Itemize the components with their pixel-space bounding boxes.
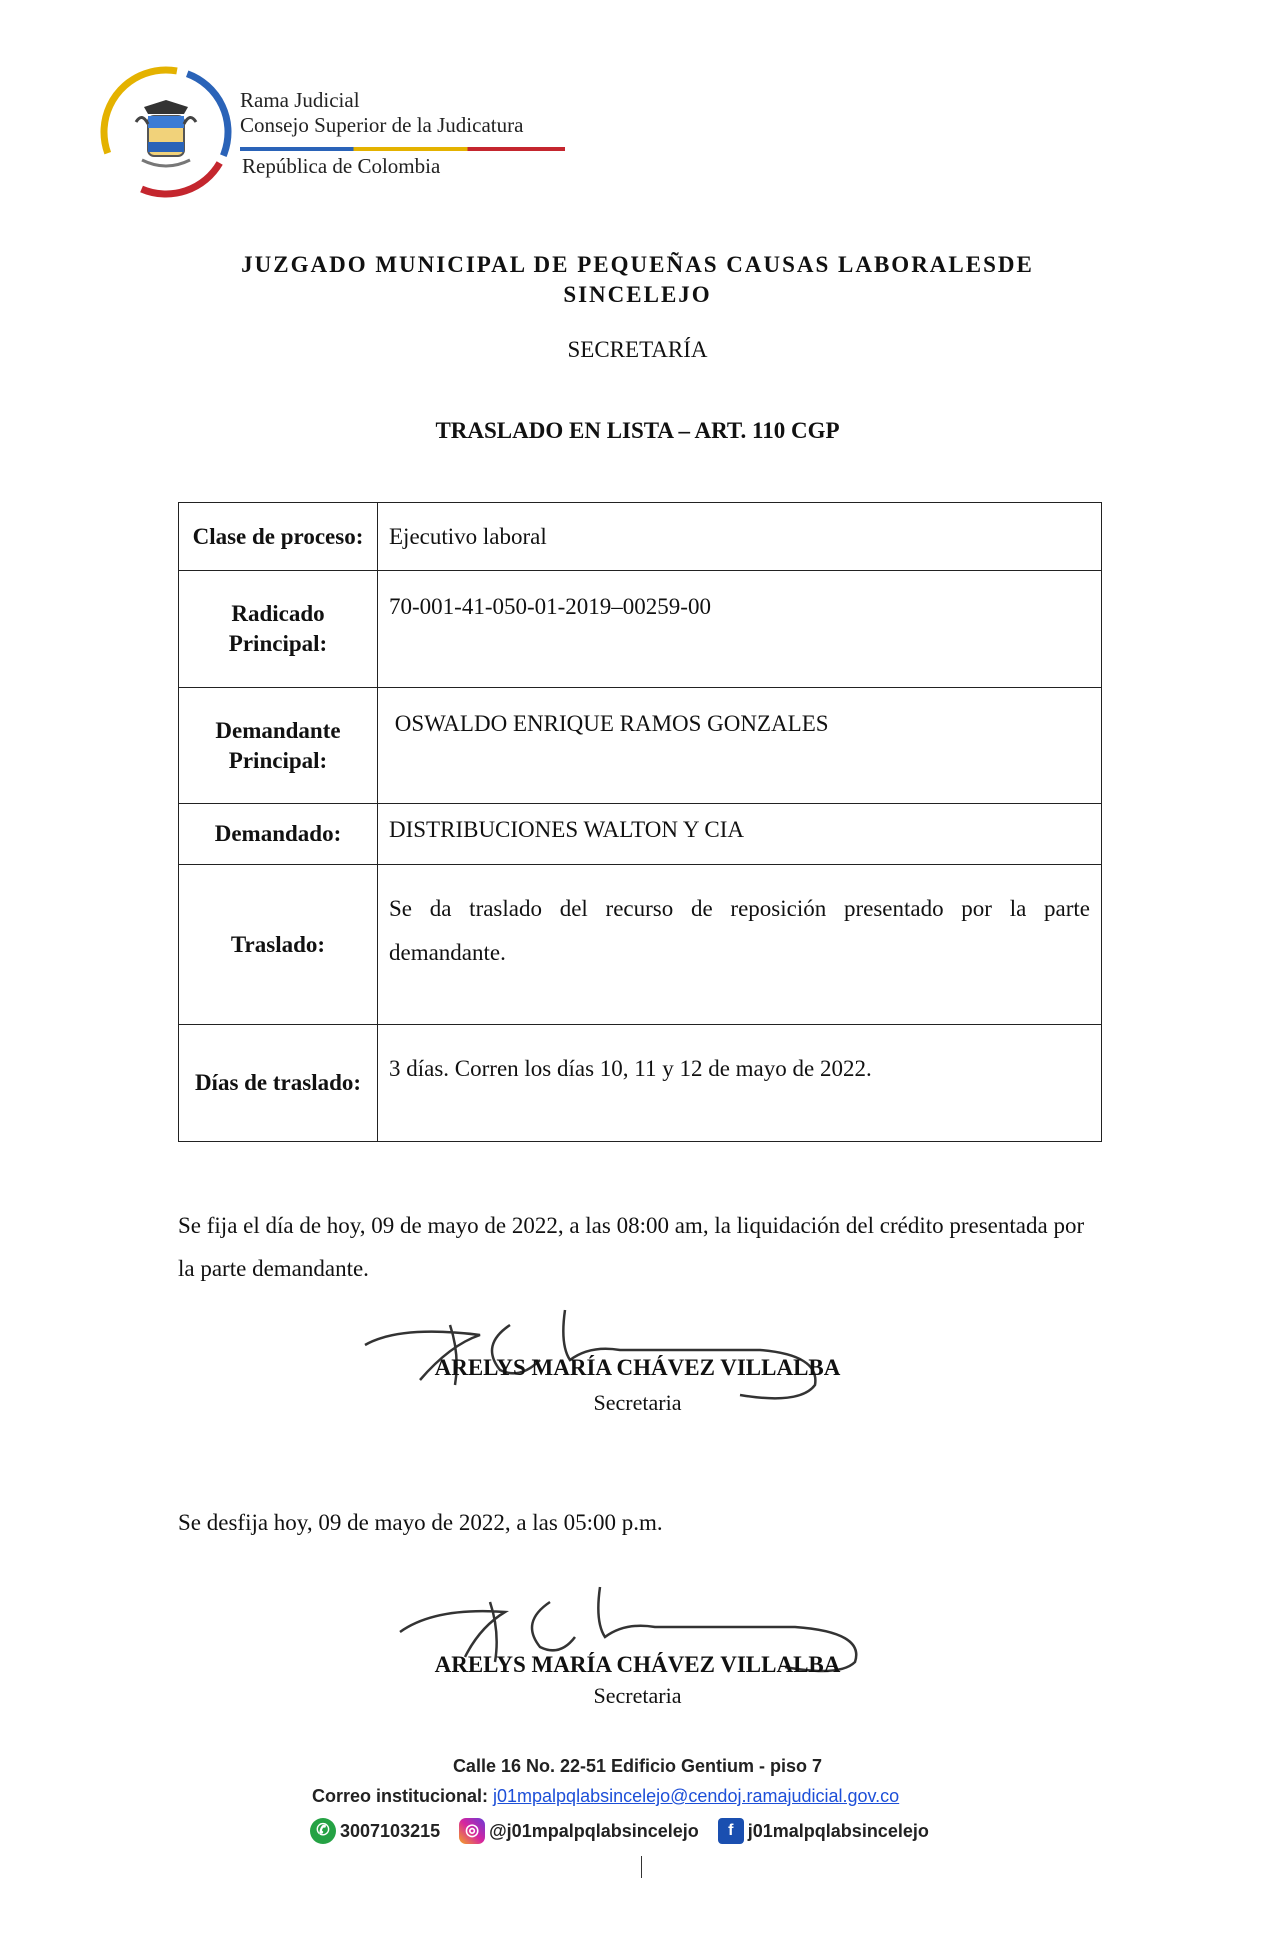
facebook-icon: f bbox=[718, 1818, 744, 1844]
secretaria-heading: SECRETARÍA bbox=[567, 337, 708, 362]
traslado-heading: TRASLADO EN LISTA – ART. 110 CGP bbox=[435, 418, 840, 443]
label-dias-traslado: Días de traslado: bbox=[179, 1025, 378, 1142]
whatsapp-icon: ✆ bbox=[310, 1818, 336, 1844]
value-clase-proceso: Ejecutivo laboral bbox=[378, 503, 1102, 571]
signer-role-1: Secretaria bbox=[593, 1390, 682, 1415]
fija-paragraph: Se fija el día de hoy, 09 de mayo de 2022, a las 08:00 am, la liquidación del crédito presentada por la parte demandante. bbox=[178, 1213, 1085, 1281]
court-title-line1: JUZGADO MUNICIPAL DE PEQUEÑAS CAUSAS LABORALESDE bbox=[241, 252, 1034, 277]
logo-color-rule bbox=[240, 147, 565, 151]
table-row-demandante bbox=[179, 688, 1102, 804]
table-row-dias bbox=[179, 1025, 1102, 1142]
value-traslado: Se da traslado del recurso de reposición presentado por la parte demandante. bbox=[378, 865, 1102, 1025]
text-cursor bbox=[641, 1856, 642, 1878]
rama-judicial-seal-logo bbox=[96, 62, 236, 202]
footer-email-line bbox=[312, 1786, 899, 1807]
table-row-demandado bbox=[179, 804, 1102, 865]
logo-line-republica: República de Colombia bbox=[242, 154, 441, 178]
table-row-radicado bbox=[179, 571, 1102, 688]
footer-social-line bbox=[310, 1818, 943, 1844]
footer-address: Calle 16 No. 22-51 Edificio Gentium - piso 7 bbox=[452, 1756, 823, 1776]
signer-role-2: Secretaria bbox=[593, 1683, 682, 1708]
logo-line-consejo: Consejo Superior de la Judicatura bbox=[240, 113, 524, 137]
logo-line-rama-judicial: Rama Judicial bbox=[240, 88, 360, 112]
traslado-info-table bbox=[178, 502, 1102, 1142]
value-dias-traslado: 3 días. Corren los días 10, 11 y 12 de mayo de 2022. bbox=[378, 1025, 1102, 1142]
value-demandado: DISTRIBUCIONES WALTON Y CIA bbox=[378, 804, 1102, 865]
signer-name-2: ARELYS MARÍA CHÁVEZ VILLALBA bbox=[434, 1652, 841, 1677]
label-radicado: Radicado Principal: bbox=[179, 571, 378, 688]
footer-email-label: Correo institucional: bbox=[312, 1786, 494, 1806]
table-row-clase bbox=[179, 503, 1102, 571]
instagram-icon: ◎ bbox=[459, 1818, 485, 1844]
footer-email-link[interactable]: j01mpalpqlabsincelejo@cendoj.ramajudicial.gov.co bbox=[493, 1786, 900, 1806]
value-radicado: 70-001-41-050-01-2019–00259-00 bbox=[378, 571, 1102, 688]
table-row-traslado bbox=[179, 865, 1102, 1025]
label-clase-proceso: Clase de proceso: bbox=[179, 503, 378, 571]
desfija-paragraph: Se desfija hoy, 09 de mayo de 2022, a las 05:00 p.m. bbox=[178, 1510, 663, 1535]
court-title-line2: SINCELEJO bbox=[563, 282, 712, 307]
footer-instagram[interactable]: @j01mpalpqlabsincelejo bbox=[489, 1820, 699, 1841]
label-demandante: Demandante Principal: bbox=[179, 688, 378, 804]
court-title bbox=[0, 250, 1275, 310]
label-traslado: Traslado: bbox=[179, 865, 378, 1025]
logo-text bbox=[240, 88, 523, 138]
footer-phone: 3007103215 bbox=[340, 1820, 441, 1841]
footer-facebook[interactable]: j01malpqlabsincelejo bbox=[747, 1820, 929, 1841]
signer-name-1: ARELYS MARÍA CHÁVEZ VILLALBA bbox=[434, 1355, 841, 1380]
label-demandado: Demandado: bbox=[179, 804, 378, 865]
value-demandante: OSWALDO ENRIQUE RAMOS GONZALES bbox=[378, 688, 1102, 804]
